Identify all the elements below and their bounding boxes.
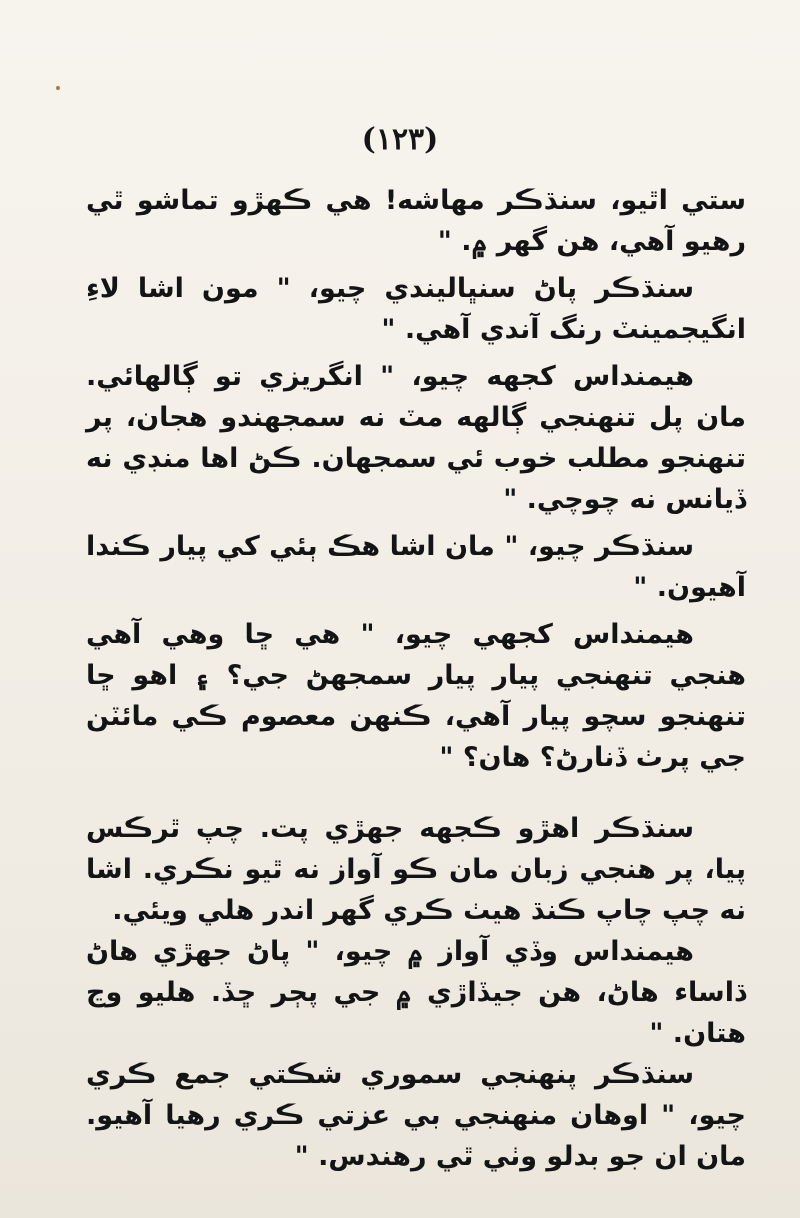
paragraph: هيمنداس وڏي آواز ۾ چيو، " پاڻ جهڙي هاڻ ڌاساء هاڻ، هن جيڏاڙي ۾ جي پڄر ڇڏ. هليو وڃ هتان. ": [86, 936, 746, 1049]
page-number: (١٢٣): [361, 122, 439, 157]
paragraph: سنڌڪر چيو، " مان اشا هڪ ٻئي کي پيار ڪندا آهيون. ": [86, 531, 746, 603]
paper-speck: [56, 86, 60, 90]
paragraph: سنڌڪر پاڻ سنڀاليندي چيو، " مون اشا لاءِ انگيجمينٽ رنگ آندي آهي. ": [86, 273, 746, 345]
paragraph: هيمنداس کجهي چيو، " هي ڇا وهي آهي هنجي تنهنجي پيار پيار سمجهڻ جي؟ ۽ اهو ڇا تنهنجو سچو پيار آهي، ڪنهن معصوم ڪي مائٽن جي پرٺ ڏنارڻ؟ هان؟ ": [86, 619, 746, 773]
paragraph: هيمنداس کجهه چيو، " انگريزي تو ڳالهائي. مان پل تنهنجي ڳالهه مٽ نه سمجهندو هجان، پر تنهنجو مطلب خوب ئي سمجهان. ڪڻ اها منڊي نه ڏيانس نه چوچي. ": [86, 361, 746, 515]
paragraph: ستي اٿيو، سنڌڪر مهاشه! هي ڪهڙو تماشو ٿي رهيو آهي، هن گهر ۾. ": [86, 185, 746, 257]
paragraph: سنڌڪر پنهنجي سموري شڪتي جمع ڪري چيو، " اوهان منهنجي بي عزتي ڪري رهيا آهيو. مان ان جو بدلو وٺي ٿي رهندس. ": [86, 1059, 746, 1172]
paragraph: سنڌڪر اهڙو ڪجهه جهڙي پت. چپ ٿرڪس پيا، پر هنجي زبان مان ڪو آواز نه ٿيو نڪري. اشا نه چپ چاپ ڪنڌ هيٺ ڪري گهر اندر هلي ويئي.: [86, 813, 746, 926]
text-body: [86, 180, 746, 1177]
